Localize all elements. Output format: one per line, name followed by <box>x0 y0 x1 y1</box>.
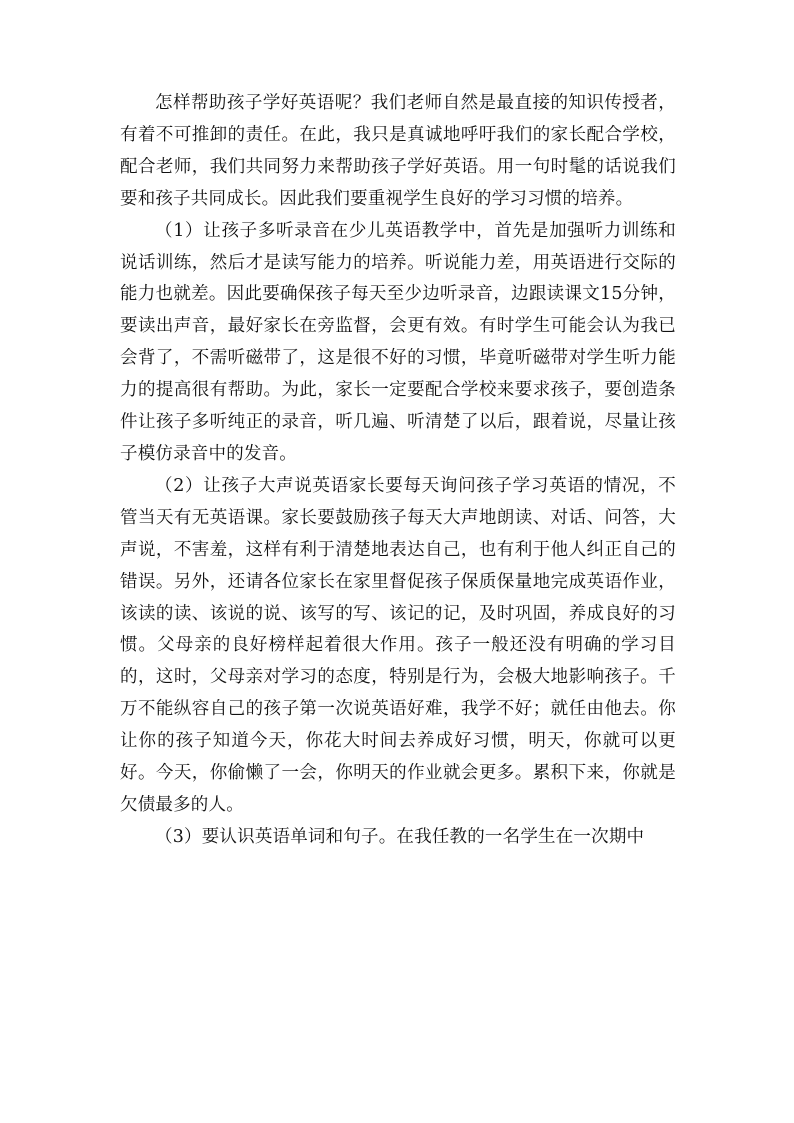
document-page <box>120 88 676 854</box>
point-3-paragraph: （3）要认识英语单词和句子。在我任教的一名学生在一次期中 <box>155 826 645 847</box>
point-2-paragraph: （2）让孩子大声说英语家长要每天询问孩子学习英语的情况，不管当天有无英语课。家长要鼓励孩子每天大声地朗读、对话、问答，大声说，不害羞，这样有利于清楚地表达自己，也有利于他人纠正自己的错误。另外，还请各位家长在家里督促孩子保质保量地完成英语作业，该读的读、该说的说、该写的写、该记的记，及时巩固，养成良好的习惯。父母亲的良好榜样起着很大作用。孩子一般还没有明确的学习目的，这时，父母亲对学习的态度，特别是行为，会极大地影响孩子。千万不能纵容自己的孩子第一次说英语好难，我学不好；就任由他去。你让你的孩子知道今天，你花大时间去养成好习惯，明天，你就可以更好。今天，你偷懒了一会，你明天的作业就会更多。累积下来，你就是欠债最多的人。 <box>120 475 676 815</box>
intro-paragraph: 怎样帮助孩子学好英语呢？我们老师自然是最直接的知识传授者，有着不可推卸的责任。在此，我只是真诚地呼吁我们的家长配合学校，配合老师，我们共同努力来帮助孩子学好英语。用一句时髦的话说我们要和孩子共同成长。因此我们要重视学生良好的学习习惯的培养。 <box>120 93 676 209</box>
point-1-paragraph: （1）让孩子多听录音在少儿英语教学中，首先是加强听力训练和说话训练，然后才是读写能力的培养。听说能力差，用英语进行交际的能力也就差。因此要确保孩子每天至少边听录音，边跟读课文15分钟，要读出声音，最好家长在旁监督，会更有效。有时学生可能会认为我已会背了，不需听磁带了，这是很不好的习惯，毕竟听磁带对学生听力能力的提高很有帮助。为此，家长一定要配合学校来要求孩子，要创造条件让孩子多听纯正的录音，听几遍、听清楚了以后，跟着说，尽量让孩子模仿录音中的发音。 <box>120 220 676 464</box>
